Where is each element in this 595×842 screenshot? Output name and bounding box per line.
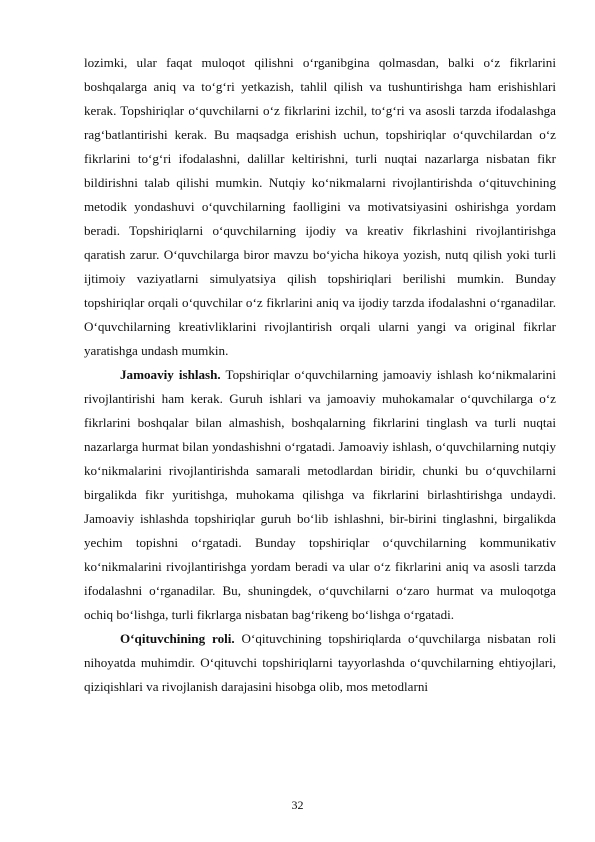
body-text xyxy=(84,51,556,699)
paragraph-1-text: lozimki, ular faqat muloqot qilishni o‘rganibgina qolmasdan, balki o‘z fikrlarini boshqalarga aniq va to‘g‘ri yetkazish, tahlil qilish va tushuntirishga ham erishishlari kerak. Topshiriqlar o‘quvchilarni o‘z fikrlarini izchil, to‘g‘ri va asosli tarzda ifodalashga rag‘batlantirishi kerak. Bu maqsadga erishish uchun, topshiriqlar o‘quvchilardan o‘z fikrlarini to‘g‘ri ifodalashni, dalillar keltirishni, turli nuqtai nazarlarga nisbatan fikr bildirishni talab qilishi mumkin. Nutqiy ko‘nikmalarni rivojlantirishda o‘qituvchining metodik yondashuvi o‘quvchilarning faolligini va motivatsiyasini oshirishga yordam beradi. Topshiriqlarni o‘quvchilarning ijodiy va kreativ fikrlashini rivojlantirishga qaratish zarur. O‘quvchilarga biror mavzu bo‘yicha hikoya yozish, nutq qilish yoki turli ijtimoiy vaziyatlarni simulyatsiya qilish topshiriqlari berilishi mumkin. Bunday topshiriqlar orqali o‘quvchilar o‘z fikrlarini aniq va ijodiy tarzda ifodalashni o‘rganadilar. O‘quvchilarning kreativliklarini rivojlantirish orqali ularni yangi va original fikrlar yaratishga undash mumkin. xyxy=(84,55,556,358)
paragraph-3 xyxy=(84,627,556,699)
paragraph-2-heading: Jamoaviy ishlash. xyxy=(120,367,221,382)
page-number: 32 xyxy=(291,798,304,812)
paragraph-3-text: O‘qituvchining topshiriqlarda o‘quvchilarga nisbatan roli nihoyatda muhimdir. O‘qituvchi topshiriqlarni tayyorlashda o‘quvchilarning ehtiyojlari, qiziqishlari va rivojlanish darajasini hisobga olib, mos metodlarni xyxy=(84,631,556,694)
paragraph-2-text: Topshiriqlar o‘quvchilarning jamoaviy ishlash ko‘nikmalarini rivojlantirishi ham kerak. Guruh ishlari va jamoaviy muhokamalar o‘quvchilarga o‘z fikrlarini boshqalar bilan almashish, boshqalarning fikrlarini tinglash va turli nuqtai nazarlarga hurmat bilan yondashishni o‘rgatadi. Jamoaviy ishlash, o‘quvchilarning nutqiy ko‘nikmalarini rivojlantirishda samarali metodlardan biridir, chunki bu o‘quvchilarni birgalikda fikr yuritishga, muhokama qilishga va fikrlarini birlashtirishga undaydi. Jamoaviy ishlashda topshiriqlar guruh bo‘lib ishlashni, bir-birini tinglashni, birgalikda yechim topishni o‘rgatadi. Bunday topshiriqlar o‘quvchilarning kommunikativ ko‘nikmalarini rivojlantirishga yordam beradi va ular o‘z fikrlarini aniq va asosli tarzda ifodalashni o‘rganadilar. Bu, shuningdek, o‘quvchilarni o‘zaro hurmat va muloqotga ochiq bo‘lishga, turli fikrlarga nisbatan bag‘rikeng bo‘lishga o‘rgatadi. xyxy=(84,367,556,622)
paragraph-2 xyxy=(84,363,556,627)
paragraph-1 xyxy=(84,51,556,363)
paragraph-3-heading: O‘qituvchining roli. xyxy=(120,631,235,646)
